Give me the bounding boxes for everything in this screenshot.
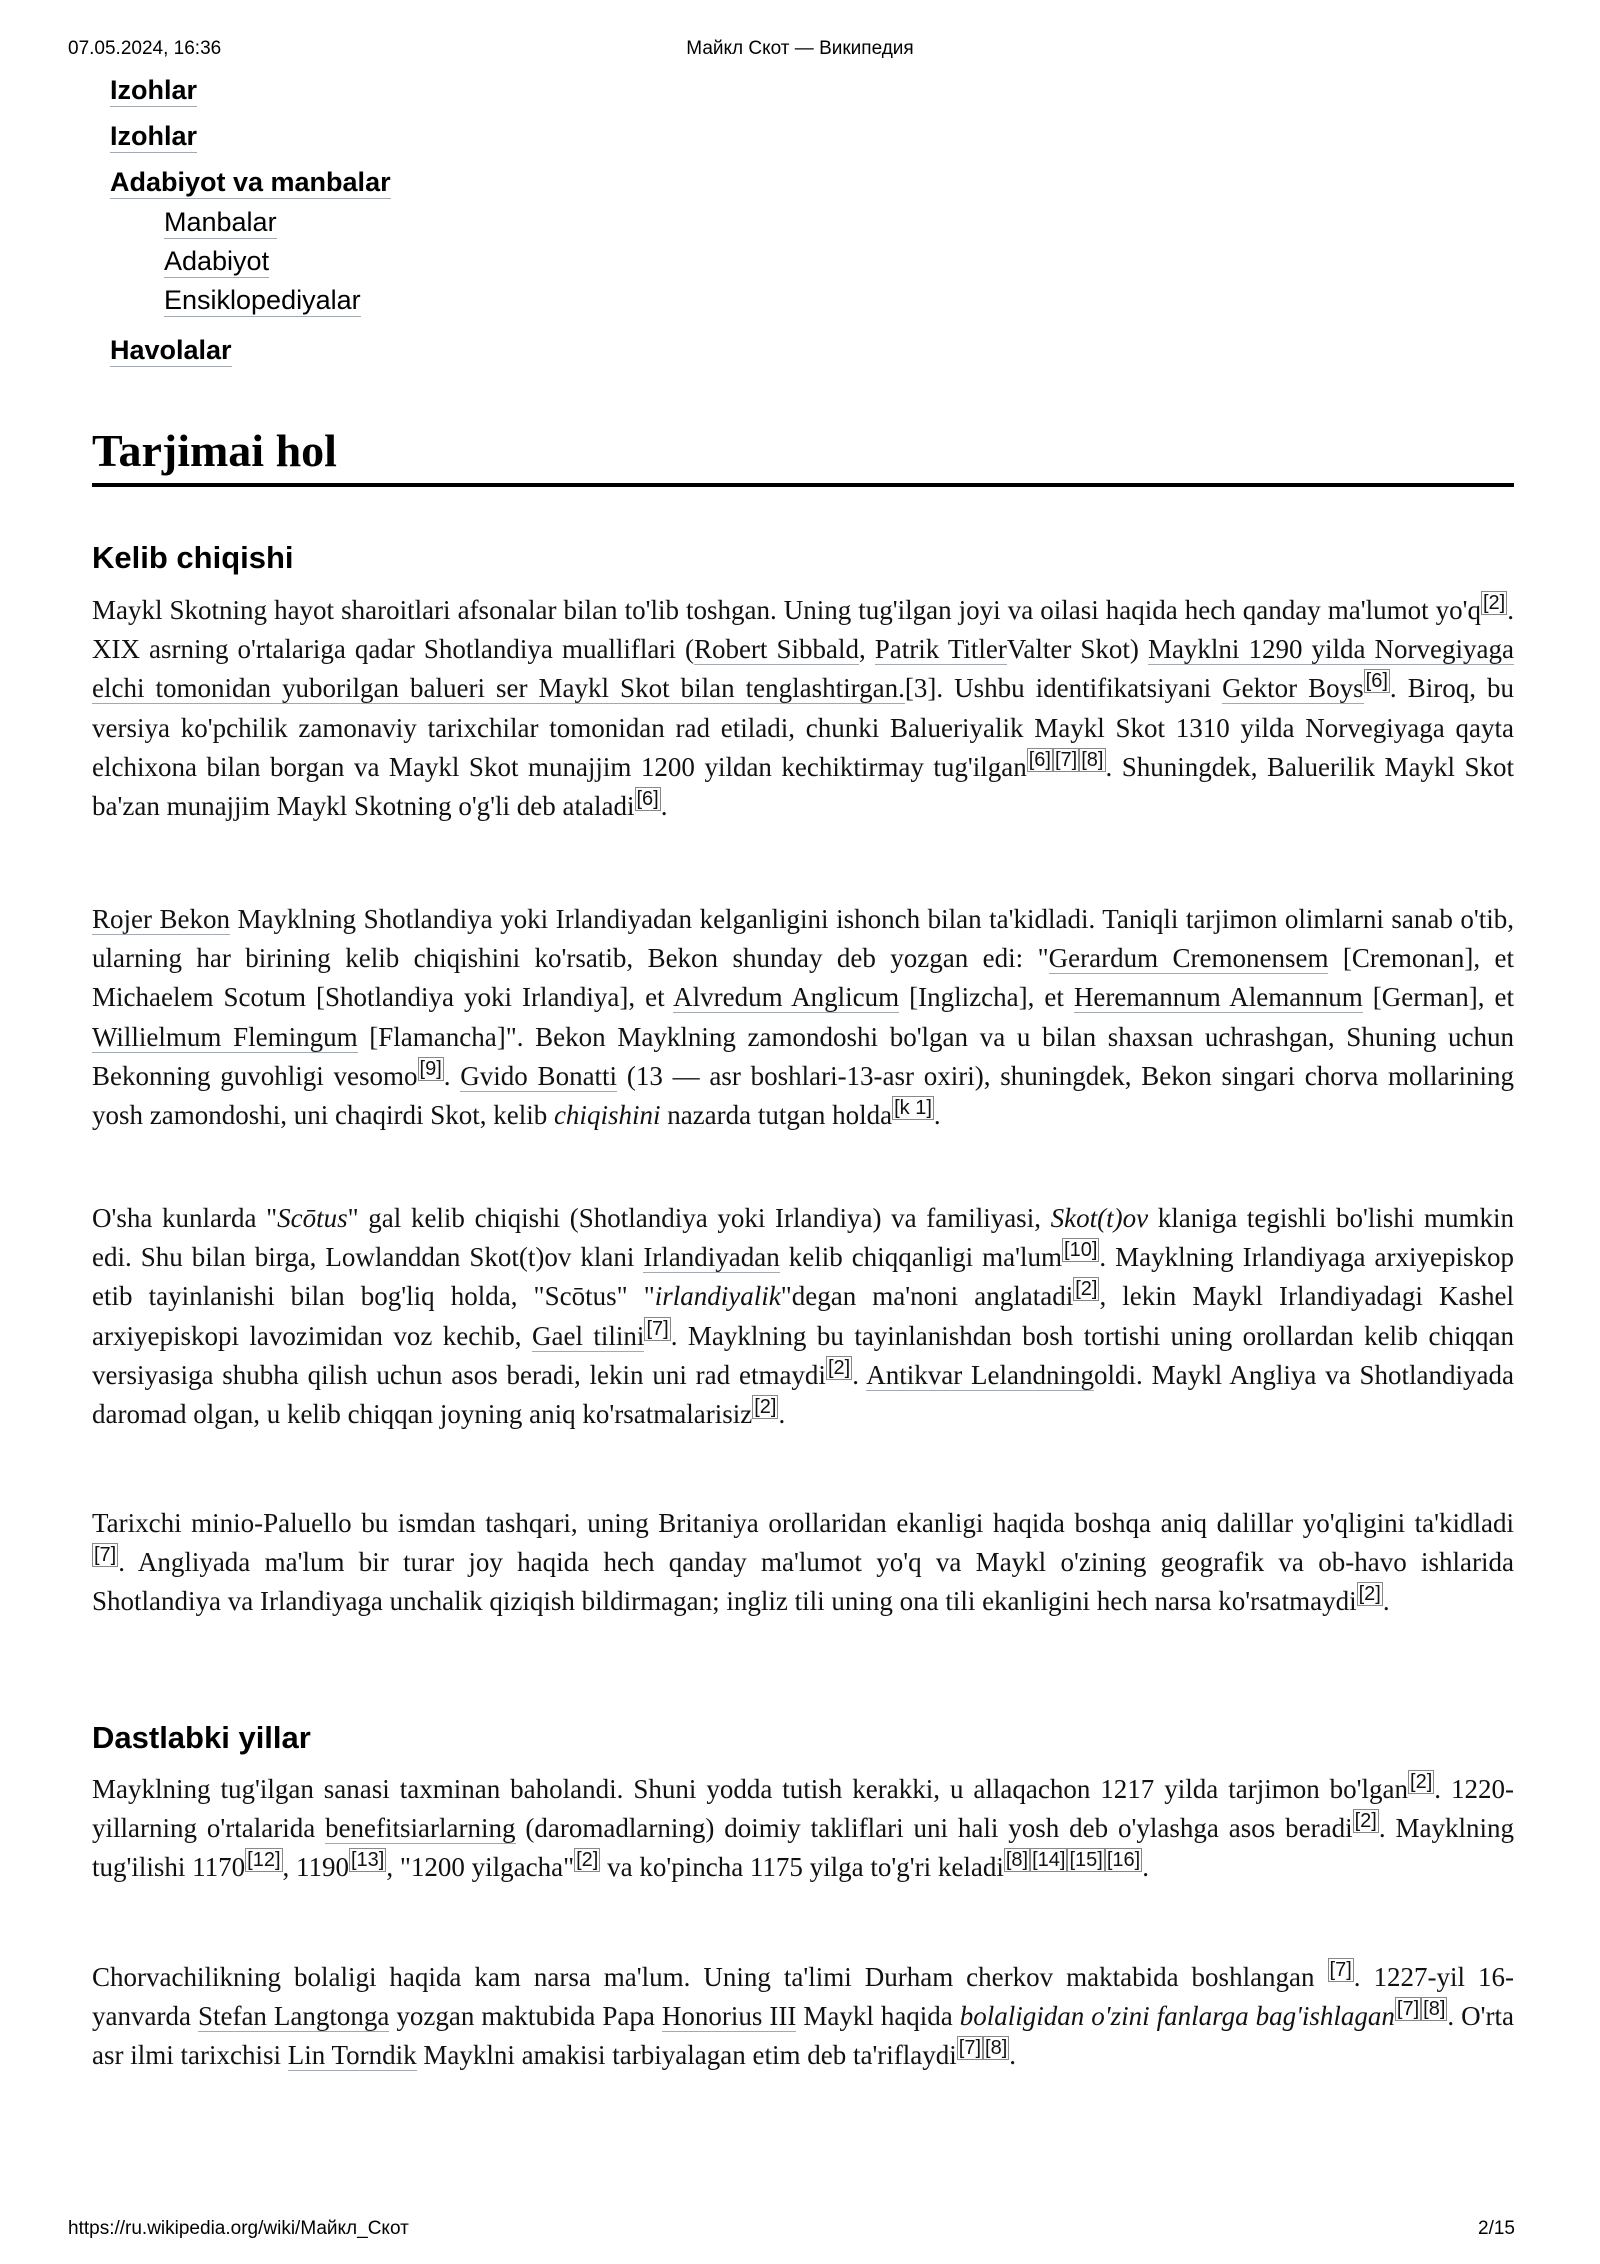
print-page-title: Майкл Скот — Википедия [686,38,914,59]
text-run: . 1227-yil 16-yanvarda [92,1962,1514,2032]
italic-text: Scōtus [277,1203,348,1233]
reference-link[interactable]: [2] [1483,592,1506,614]
article-link[interactable]: Irlandiyadan [643,1242,780,1273]
toc-link-havolalar[interactable]: Havolalar [110,335,232,365]
print-header [0,38,1600,78]
text-run: klaniga tegishli bo'lishi mumkin edi. Shu bilan birga, Lowlanddan Skot(t)ov klani [92,1203,1515,1273]
article-link[interactable]: Patrik Titler [874,634,1007,665]
reference-link[interactable]: [7] [958,2037,982,2060]
toc-row [110,74,391,120]
article-link[interactable]: Heremannum Alemannum [1073,982,1363,1013]
text-run: oldi. Maykl Angliya va Shotlandiyada daromad olgan, u kelib chiqqan joyning aniq ko'rsatmalarisiz [92,1359,1514,1430]
reference-link[interactable]: [7] [1396,1998,1420,2021]
text-run: . Shuningdek, Baluerilik Maykl Skot ba'zan munajjim Maykl Skotning o'g'li deb ataladi [92,751,1514,822]
article-link[interactable]: Willielmum Flemingum [92,1021,358,1052]
print-page-number: 2/15 [1478,2218,1515,2239]
reference-link[interactable]: [2] [1358,1583,1381,1606]
reference-link[interactable]: [9] [419,1057,442,1080]
toc-link-adabiyot-va-manbalar[interactable]: Adabiyot va manbalar [110,167,391,197]
reference-link[interactable]: [7] [1055,748,1078,771]
article-link[interactable]: Honorius III [661,2001,797,2032]
reference-link[interactable]: [10] [1064,1239,1098,1262]
paragraph [92,1958,1514,2076]
text-run: . Biroq, bu versiya ko'pchilik zamonaviy tarixchilar tomonidan rad etiladi, chunki Balueriyalik Maykl Skot 1310 yilda Norvegiyaga qayta elchixona bilan borgan va Maykl Skot munajjim 1200 yildan kechiktirmay tug'ilgan [92,673,1514,782]
text-run: . [1382,1586,1390,1617]
text-run: , lekin Maykl Irlandiyadagi Kashel arxiyepiskopi lavozimidan voz kechib, [92,1281,1514,1351]
text-run: . [933,1100,941,1131]
text-run: [3]. Ushbu identifikatsiyani [904,673,1223,704]
reference-link[interactable]: [8] [1005,1849,1029,1872]
article-link[interactable]: Robert Sibbald [693,634,859,665]
text-run: kelib chiqqanligi ma'lum [779,1242,1063,1273]
text-run: . Mayklning bu tayinlanishdan bosh tortishi uning orollardan kelib chiqqan versiyasiga shubha qilish uchun asos beradi, lekin uni rad etmaydi [92,1320,1514,1390]
print-datetime: 07.05.2024, 16:36 [68,38,222,59]
paragraph [92,591,1514,826]
italic-text: Skot(t)ov [1050,1203,1149,1233]
text-run: "degan ma'noni anglatadi [780,1281,1074,1312]
toc-link-izohlar-2[interactable]: Izohlar [110,121,198,151]
reference-link[interactable]: [2] [1354,1810,1377,1833]
text-run: . O'rta asr ilmi tarixchisi [92,2001,1514,2071]
toc-link-manbalar[interactable]: Manbalar [164,207,277,237]
text-run: , 1190 [282,1852,349,1883]
reference-link[interactable]: [2] [1075,1278,1098,1301]
paragraph [92,1504,1514,1622]
text-run: Valter Skot) [1006,634,1148,665]
text-run: . [443,1060,461,1091]
article-link[interactable]: Lin Torndik [287,2040,417,2071]
article-link[interactable]: Antikvar Lelandning [866,1359,1095,1390]
subsection-title-dastlabki-yillar: Dastlabki yillar [92,1720,311,1755]
text-run: . [1009,2040,1017,2071]
italic-text: irlandiyalik [654,1281,781,1312]
article-link[interactable]: Rojer Bekon [92,904,231,934]
reference-link[interactable]: [8] [1423,1998,1446,2021]
article-link[interactable]: Stefan Langtonga [197,2001,390,2032]
text-run: . [1142,1852,1149,1883]
reference-link[interactable]: [15] [1069,1849,1103,1872]
reference-link[interactable]: [2] [1410,1771,1433,1793]
reference-link[interactable]: [2] [576,1849,599,1872]
reference-link[interactable]: [6] [1365,670,1388,693]
text-run: . XIX asrning o'rtalariga qadar Shotlandiya mualliflari ( [92,595,1514,665]
article-link[interactable]: Gerardum Cremonensem [1048,943,1329,974]
text-run: O'sha kunlarda " [92,1203,278,1233]
text-run: Chorvachilikning bolaligi haqida kam narsa ma'lum. Uning ta'limi Durham cherkov maktabida boshlangan [92,1962,1328,1992]
text-run: . 1220-yillarning o'rtalarida [92,1774,1514,1844]
reference-link[interactable]: [12] [247,1849,281,1872]
text-run: [Cremonan], et Michaelem Scotum [Shotlandiya yoki Irlandiya], et [92,943,1514,1013]
reference-link[interactable]: [8] [1081,748,1104,771]
toc-row [110,166,391,206]
reference-link[interactable]: [k 1] [894,1097,932,1120]
text-run: Tarixchi minio-Paluello bu ismdan tashqari, uning Britaniya orollaridan ekanligi haqida boshqa aniq dalillar yo'qligini ta'kidladi [92,1508,1514,1538]
text-run: . [852,1359,867,1390]
reference-link[interactable]: [16] [1106,1849,1141,1872]
print-footer [0,2218,1600,2258]
section-title-tarjimai-hol: Tarjimai hol [92,424,1514,487]
toc-row [110,206,391,245]
toc-link-ensiklopediyalar[interactable]: Ensiklopediyalar [164,285,361,315]
text-run: Maykl haqida [796,2001,960,2032]
toc-row [110,120,391,166]
text-run: Mayklning tug'ilgan sanasi taxminan baholandi. Shuni yodda tutish kerakki, u allaqachon 1217 yilda tarjimon bo'lgan [92,1774,1409,1804]
text-run: va ko'pincha 1175 yilga to'g'ri keladi [600,1852,1004,1883]
text-run: . [660,791,668,822]
reference-link[interactable]: [6] [636,788,659,811]
toc-row [110,334,391,380]
italic-text: bolaligidan o'zini fanlarga bag'ishlagan [959,2001,1395,2032]
reference-link[interactable]: [14] [1032,1849,1066,1872]
text-run: . [778,1399,786,1430]
text-run: (13 — asr boshlari-13-asr oxiri), shuningdek, Bekon singari chorva mollarining yosh zamondoshi, uni chaqirdi Skot, kelib [92,1060,1515,1131]
text-run: Maykl​ni amakisi tarbiyalagan etim deb ta'riflaydi [416,2040,957,2071]
text-run: . Angliyada ma'lum bir turar joy haqida hech qanday ma'lumot yo'q va Maykl o'zining geografik va ob-havo ishlarida Shotlandiya va Irlandiyaga unchalik qiziqish bildirmagan; ingliz tili uning ona tili ekanligini hech narsa ko'rsatmaydi [92,1547,1514,1617]
text-run: . Mayklning tug'ilishi 1170 [92,1813,1514,1883]
paragraph [92,900,1514,1135]
toc-row [110,284,391,334]
text-run: . Mayklning Irlandiyaga arxiyepiskop etib tayinlanishi bilan bog'liq holda, "Scōtus" " [92,1242,1514,1312]
reference-link[interactable]: [8] [985,2037,1008,2060]
toc-link-adabiyot[interactable]: Adabiyot [164,246,270,276]
paragraph [92,1199,1514,1434]
text-run: nazarda tutgan holda [660,1100,893,1131]
article-link[interactable]: Gvido Bonatti [460,1060,618,1091]
reference-link[interactable]: [7] [1329,1959,1352,1981]
text-run: [German], et [1362,982,1514,1013]
text-run: (daromadlarning) doimiy takliflari uni hali yosh deb o'ylashga asos beradi [515,1813,1353,1844]
reference-link[interactable]: [13] [351,1849,385,1872]
article-link[interactable]: Maykln​i 1290 yilda Norvegiyaga elchi tomonidan yuborilgan balueri ser Maykl Skot bilan tenglashtirgan. [92,634,1514,704]
reference-link[interactable]: [7] [646,1317,669,1340]
text-run: " gal kelib chiqishi (Shotlandiya yoki Irlandiya) va familiyasi, [347,1203,1051,1233]
subsection-title-kelib-chiqishi: Kelib chiqishi [92,540,294,575]
text-run: Mayklning Shotlandiya yoki Irlandiyadan kelganligini ishonch bilan ta'kidladi. Taniqli tarjimon olimlarni sanab o'tib, ularning har birining kelib chiqishini ko'rsatib, Bekon shunday deb yozgan edi: " [92,904,1514,974]
text-run: , [858,634,875,665]
text-run: Maykl Skotning hayot sharoitlari afsonalar bilan to'lib toshgan. Uning tug'ilgan joyi va oilasi haqida hech qanday ma'lumot yo'q [92,595,1481,625]
italic-text: chiqishini [553,1100,661,1131]
article-link[interactable]: Gael tilini [531,1320,645,1351]
toc-row [110,245,391,284]
reference-link[interactable]: [6] [1028,748,1051,771]
print-url: https://ru.wikipedia.org/wiki/Майкл_Скот [68,2218,409,2239]
text-run: [Flamancha]". Bekon Mayklning zamondoshi bo'lgan va u bilan shaxsan uchrashgan, Shuning uchun Bekonning guvohligi vesomo [92,1021,1514,1091]
reference-link[interactable]: [2] [827,1356,851,1379]
text-run: , "1200 yilgacha" [386,1852,575,1883]
reference-link[interactable]: [2] [754,1396,777,1419]
reference-link[interactable]: [7] [94,1544,117,1567]
text-run: [Inglizcha], et [899,982,1074,1013]
table-of-contents [110,74,391,380]
text-run: yozgan maktubida Papa [389,2001,662,2032]
paragraph [92,1770,1514,1888]
toc-link-izohlar[interactable]: Izohlar [110,75,198,105]
article-link[interactable]: Alvredum Anglicum [673,982,900,1013]
article-link[interactable]: Gektor Boys [1222,673,1364,704]
article-link[interactable]: benefitsiarlarning [325,1813,516,1844]
